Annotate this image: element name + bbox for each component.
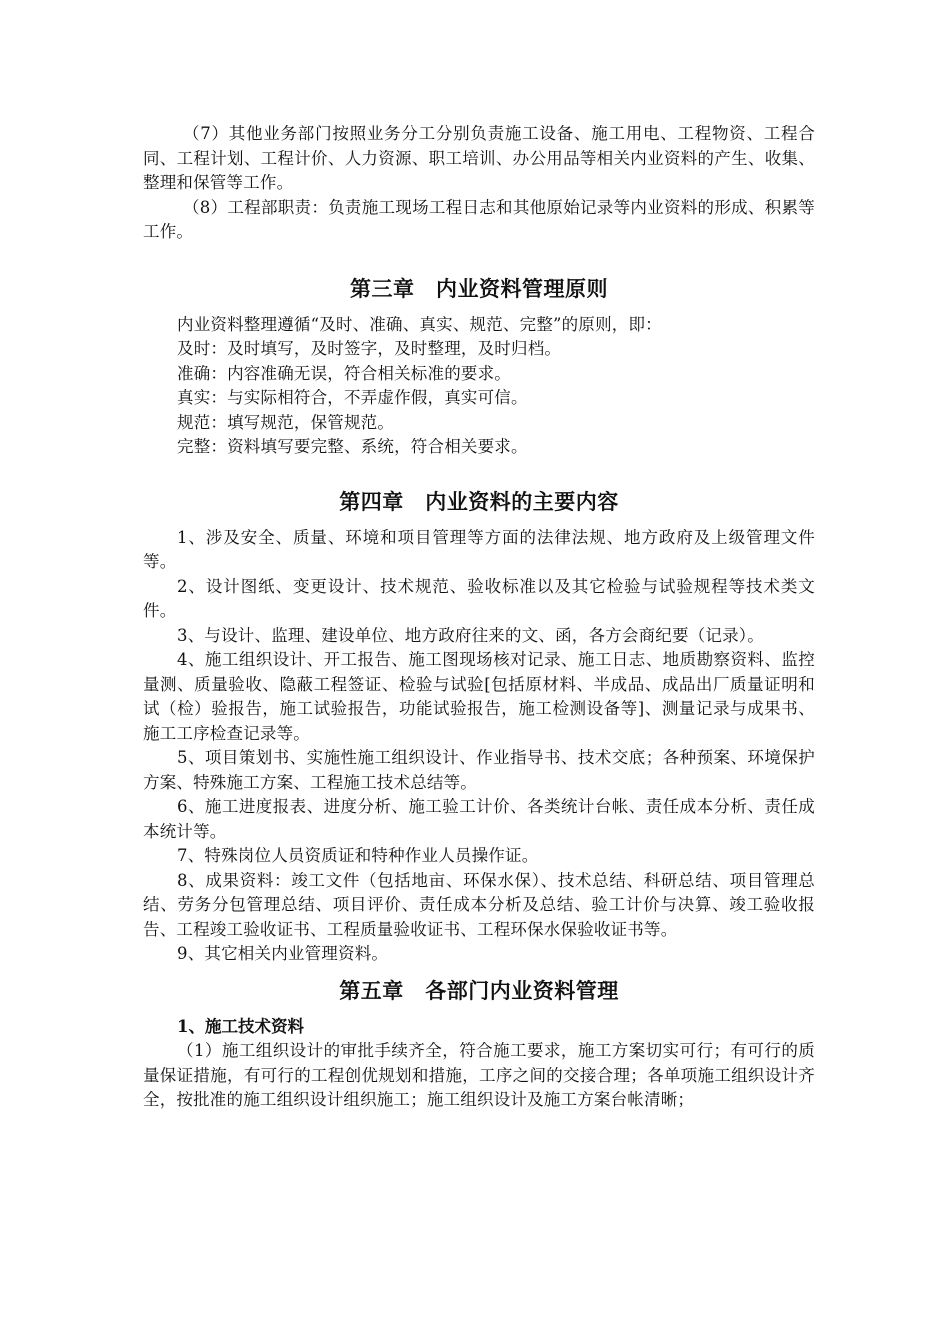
content-item-9: 9、其它相关内业管理资料。 bbox=[177, 944, 389, 963]
content-item-5: 5、项目策划书、实施性施工组织设计、作业指导书、技术交底；各种预案、环境保护方案、特殊施工方案、工程施工技术总结等。 bbox=[143, 748, 815, 792]
chapter-3-title: 第三章 内业资料管理原则 bbox=[350, 276, 608, 301]
principle-complete: 完整：资料填写要完整、系统，符合相关要求。 bbox=[177, 437, 528, 456]
content-item-6: 6、施工进度报表、进度分析、施工验工计价、各类统计台帐、责任成本分析、责任成本统计等。 bbox=[143, 797, 815, 841]
chapter-3-intro: 内业资料整理遵循“及时、准确、真实、规范、完整”的原则，即： bbox=[177, 314, 662, 334]
principle-truthful: 真实：与实际相符合，不弄虚作假，真实可信。 bbox=[177, 388, 528, 407]
chapter-5-title: 第五章 各部门内业资料管理 bbox=[339, 978, 619, 1003]
section-1-paragraph-1: （1）施工组织设计的审批手续齐全，符合施工要求，施工方案切实可行；有可行的质量保证措施，有可行的工程创优规划和措施，工序之间的交接合理；各单项施工组织设计齐全，按批准的施工组织设计组织施工；施工组织设计及施工方案台帐清晰； bbox=[143, 1041, 815, 1109]
paragraph-item-7: （7）其他业务部门按照业务分工分别负责施工设备、施工用电、工程物资、工程合同、工程计划、工程计价、人力资源、职工培训、办公用品等相关内业资料的产生、收集、整理和保管等工作。 bbox=[143, 124, 815, 192]
principle-accurate: 准确：内容准确无误，符合相关标准的要求。 bbox=[177, 363, 511, 383]
section-1-title: 1、施工技术资料 bbox=[177, 1016, 304, 1036]
chapter-4-title: 第四章 内业资料的主要内容 bbox=[339, 489, 619, 514]
principle-timely: 及时：及时填写，及时签字，及时整理，及时归档。 bbox=[177, 339, 562, 358]
paragraph-item-8: （8）工程部职责：负责施工现场工程日志和其他原始记录等内业资料的形成、积累等工作。 bbox=[143, 197, 815, 241]
content-item-1: 1、涉及安全、质量、环境和项目管理等方面的法律法规、地方政府及上级管理文件等。 bbox=[143, 527, 815, 571]
content-item-4: 4、施工组织设计、开工报告、施工图现场核对记录、施工日志、地质勘察资料、监控量测、质量验收、隐蔽工程签证、检验与试验[包括原材料、半成品、成品出厂质量证明和试（检）验报告，施工试验报告，功能试验报告，施工检测设备等]、测量记录与成果书、施工工序检查记录等。 bbox=[143, 650, 815, 743]
content-item-8: 8、成果资料：竣工文件（包括地亩、环保水保）、技术总结、科研总结、项目管理总结、劳务分包管理总结、项目评价、责任成本分析及总结、验工计价与决算、竣工验收报告、工程竣工验收证书、工程质量验收证书、工程环保水保验收证书等。 bbox=[143, 870, 815, 939]
principle-standard: 规范：填写规范，保管规范。 bbox=[177, 412, 395, 432]
content-item-2: 2、设计图纸、变更设计、技术规范、验收标准以及其它检验与试验规程等技术类文件。 bbox=[143, 576, 815, 620]
content-item-7: 7、特殊岗位人员资质证和特种作业人员操作证。 bbox=[177, 846, 539, 865]
content-item-3: 3、与设计、监理、建设单位、地方政府往来的文、函，各方会商纪要（记录）。 bbox=[177, 625, 764, 645]
document-page bbox=[143, 122, 815, 1113]
